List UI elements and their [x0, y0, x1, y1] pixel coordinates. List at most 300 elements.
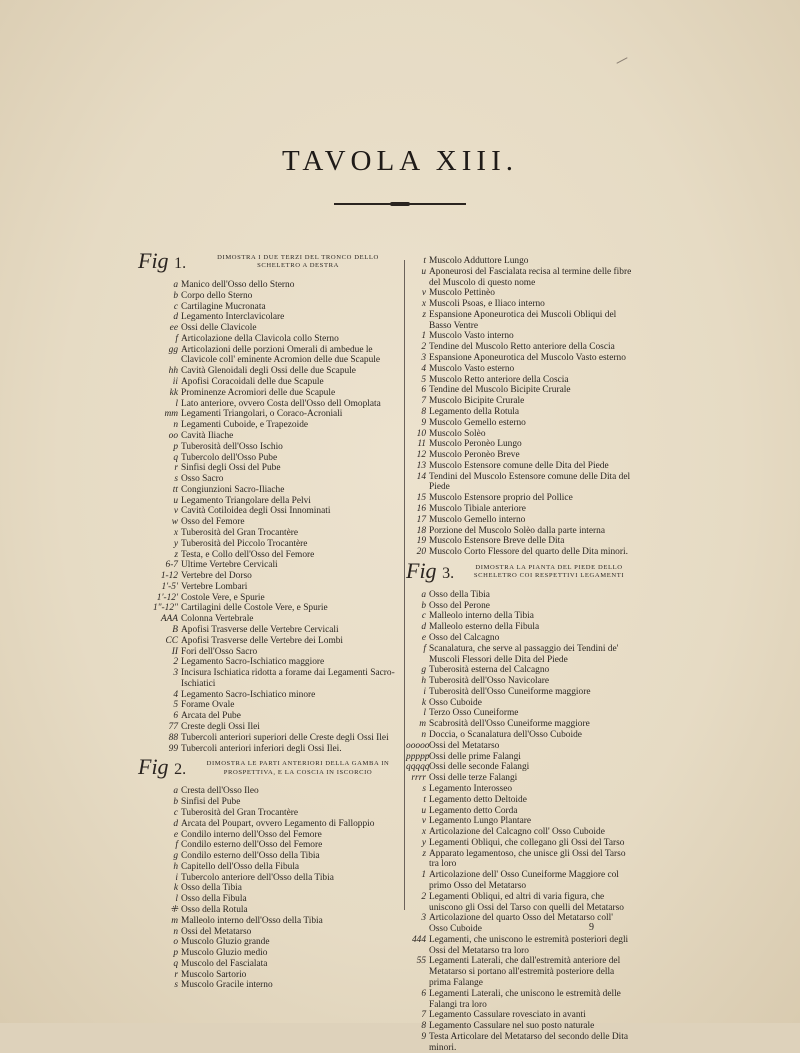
legend-entry — [406, 256, 634, 267]
legend-entry — [406, 838, 634, 849]
legend-key: k — [421, 697, 426, 708]
legend-text: Creste degli Ossi Ilei — [181, 722, 260, 733]
legend-key: m — [419, 719, 426, 730]
legend-entry — [138, 808, 400, 819]
legend-entry — [406, 989, 634, 1011]
legend-text: Scabrosità dell'Osso Cuneiforme maggiore — [429, 719, 590, 730]
legend-entry — [406, 493, 634, 504]
legend-key: g — [421, 665, 426, 676]
legend-text: Tendine del Muscolo Retto anteriore della Coscia — [429, 342, 615, 353]
legend-text: Muscolo Gemello esterno — [429, 417, 526, 428]
legend-text: Malleolo esterno della Fibula — [429, 622, 540, 633]
legend-text: Condilo interno dell'Osso del Femore — [181, 829, 322, 840]
legend-key: i — [175, 872, 178, 883]
legend-text: Espansione Aponeurotica del Muscolo Vasto esterno — [429, 353, 626, 364]
legend-key: z — [174, 549, 178, 560]
legend-entry — [406, 590, 634, 601]
legend-entry — [406, 795, 634, 806]
legend-key: 6 — [421, 385, 426, 396]
legend-entry — [138, 399, 400, 410]
legend-entry — [406, 784, 634, 795]
legend-entry — [138, 851, 400, 862]
legend-key: 5 — [421, 374, 426, 385]
legend-entry — [406, 342, 634, 353]
legend-text: Muscoli Psoas, e Iliaco interno — [429, 299, 545, 310]
legend-entry — [138, 819, 400, 830]
legend-text: Legamenti, che uniscono le estremità posteriori degli Ossi del Metatarso tra loro — [429, 934, 629, 956]
legend-entry — [406, 364, 634, 375]
legend-entry — [406, 870, 634, 892]
legend-text: Colonna Vertebrale — [181, 614, 254, 625]
legend-text: Apofisi Coracoidali delle due Scapule — [181, 377, 324, 388]
legend-text: Testa, e Collo dell'Osso del Femore — [181, 549, 315, 560]
legend-entry — [138, 970, 400, 981]
legend-key: 10 — [416, 428, 426, 439]
legend-key: d — [173, 312, 178, 323]
legend-key: 1 — [421, 870, 426, 881]
legend-key: u — [421, 266, 426, 277]
legend-text: Osso del Femore — [181, 517, 245, 528]
legend-text: Legamenti Cuboide, e Trapezoide — [181, 420, 309, 431]
legend-entry — [406, 913, 634, 935]
legend-key: a — [173, 786, 178, 797]
legend-text: Muscolo Estensore proprio del Pollice — [429, 493, 573, 504]
legend-key: k — [173, 883, 178, 894]
legend-text: Prominenze Acromiori delle due Scapule — [181, 387, 336, 398]
legend-text: Legamento Cassulare nel suo posto naturale — [429, 1021, 595, 1032]
legend-entry — [406, 752, 634, 763]
legend-key: CC — [165, 635, 178, 646]
legend-text: Muscolo Pettinèo — [429, 288, 495, 299]
legend-entry — [406, 827, 634, 838]
legend-key: i — [423, 686, 426, 697]
legend-entry — [138, 690, 400, 701]
legend-entry — [138, 496, 400, 507]
legend-entry — [138, 474, 400, 485]
legend-text: Terzo Osso Cuneiforme — [429, 708, 519, 719]
legend-entry — [138, 873, 400, 884]
legend-key: t — [423, 256, 426, 266]
legend-key: c — [421, 611, 426, 622]
legend-entry — [138, 711, 400, 722]
legend-key: ooooo — [406, 740, 430, 751]
legend-entry — [138, 571, 400, 582]
legend-key: p — [173, 948, 178, 959]
legend-text: Ossi delle Clavicole — [181, 323, 257, 334]
legend-entry — [406, 849, 634, 871]
legend-entry — [138, 916, 400, 927]
legend-entry — [138, 905, 400, 916]
page-number: 9 — [589, 922, 594, 933]
legend-entry — [406, 547, 634, 558]
legend-entry — [406, 601, 634, 612]
legend-text: Legamenti Obliqui, che collegano gli Ossi del Tarso — [429, 837, 625, 848]
legend-entry — [138, 280, 400, 291]
legend-entry — [138, 668, 400, 690]
legend-text: Muscolo Sartorio — [181, 969, 247, 980]
legend-entry — [406, 450, 634, 461]
legend-text: Muscolo Corto Flessore del quarto delle Dita minori. — [429, 547, 628, 558]
legend-entry — [138, 959, 400, 970]
legend-key: 6 — [421, 988, 426, 999]
legend-entry — [406, 816, 634, 827]
legend-entry — [138, 840, 400, 851]
legend-key: m — [171, 915, 178, 926]
legend-key: n — [173, 926, 178, 937]
legend-text: Osso Cuboide — [429, 697, 482, 708]
legend-text: Articolazione del Calcagno coll' Osso Cuboide — [429, 827, 605, 838]
legend-text: Apofisi Trasverse delle Vertebre Cervicali — [181, 625, 339, 635]
legend-entry — [138, 980, 400, 991]
legend-text: Vertebre Lombari — [181, 581, 248, 592]
legend-entry — [406, 461, 634, 472]
legend-text: Muscolo Peronèo Lungo — [429, 439, 522, 450]
legend-key: II — [171, 646, 178, 657]
legend-key: o — [173, 937, 178, 948]
legend-key: v — [421, 816, 426, 827]
legend-key: 15 — [416, 493, 426, 504]
legend-key: 1'-5' — [161, 581, 178, 592]
legend-entry — [406, 267, 634, 289]
legend-key: qqqqq — [406, 762, 430, 773]
figure-1-heading — [138, 250, 400, 275]
legend-text: Corpo dello Sterno — [181, 290, 253, 301]
legend-entry — [138, 862, 400, 873]
legend-key: l — [175, 894, 178, 905]
legend-text: Manico dell'Osso dello Sterno — [181, 280, 295, 290]
legend-text: Muscolo Vasto esterno — [429, 363, 515, 374]
legend-key: x — [173, 527, 178, 538]
legend-key: 9 — [421, 417, 426, 428]
legend-entry — [406, 526, 634, 537]
legend-entry — [138, 603, 400, 614]
legend-entry — [138, 927, 400, 938]
left-column — [138, 248, 400, 991]
legend-text: Osso della Tibia — [181, 883, 242, 894]
legend-key: 55 — [416, 956, 426, 967]
legend-key: x — [421, 827, 426, 838]
legend-text: Scanalatura, che serve al passaggio dei Tendini de' Muscoli Flessori delle Dita del Piede — [429, 643, 619, 665]
legend-text: Cavità Iliache — [181, 430, 234, 441]
legend-text: Articolazione dell' Osso Cuneiforme Maggiore col primo Osso del Metatarso — [429, 870, 619, 891]
legend-key: q — [173, 452, 178, 463]
legend-text: Legamento detto Corda — [429, 805, 518, 816]
legend-key: 444 — [411, 934, 426, 945]
legend-entry — [406, 1032, 634, 1053]
figure-3-caption: DIMOSTRA LA PIANTA DEL PIEDE DELLO SCHELETRO COI RESPETTIVI LEGAMENTI — [473, 563, 625, 580]
legend-entry — [138, 894, 400, 905]
legend-key: hh — [168, 366, 178, 377]
legend-text: Apparato legamentoso, che unisce gli Ossi del Tarso tra loro — [429, 848, 626, 870]
legend-key: s — [422, 783, 426, 794]
legend-key: f — [175, 840, 178, 851]
legend-key: n — [173, 420, 178, 431]
legend-key: b — [173, 797, 178, 808]
legend-entry — [138, 636, 400, 647]
legend-entry — [138, 506, 400, 517]
legend-key: r — [174, 969, 178, 980]
legend-entry — [406, 730, 634, 741]
legend-entry — [406, 407, 634, 418]
legend-text: Porzione del Muscolo Solèo dalla parte interna — [429, 525, 605, 536]
legend-entry — [406, 892, 634, 914]
legend-text: Arcata del Pube — [181, 711, 241, 722]
legend-entry — [406, 515, 634, 526]
legend-text: Tubercolo dell'Osso Pube — [181, 452, 278, 463]
legend-text: Cavità Cotiloidea degli Ossi Innominati — [181, 506, 331, 517]
legend-text: Malleolo interno dell'Osso della Tibia — [181, 915, 323, 926]
legend-entry — [406, 773, 634, 784]
legend-key: B — [172, 625, 178, 635]
legend-key: 17 — [416, 514, 426, 525]
legend-entry — [138, 722, 400, 733]
legend-text: Legamenti Triangolari, o Coraco-Acroniali — [181, 409, 343, 420]
legend-key: f — [175, 333, 178, 344]
legend-text: Tuberosità del Gran Trocantère — [181, 527, 299, 538]
legend-text: Legamento Sacro-Ischiatico minore — [181, 689, 316, 700]
legend-text: Doccia, o Scanalatura dell'Osso Cuboide — [429, 730, 582, 741]
legend-text: Sinfisi degli Ossi del Pube — [181, 463, 281, 474]
legend-text: Muscolo Adduttore Lungo — [429, 256, 529, 266]
legend-entry — [138, 657, 400, 668]
legend-text: Legamento Cassulare rovesciato in avanti — [429, 1010, 586, 1021]
legend-entry — [406, 429, 634, 440]
legend-entry — [138, 937, 400, 948]
legend-entry — [138, 312, 400, 323]
legend-text: Legamenti Laterali, che dall'estremità anteriore del Metatarso si portano all'estremità posteriore della prima Falange — [429, 956, 621, 988]
legend-entry — [406, 418, 634, 429]
legend-text: Sinfisi del Pube — [181, 797, 241, 808]
legend-entry — [138, 539, 400, 550]
legend-text: Osso Sacro — [181, 474, 224, 485]
legend-key: d — [421, 622, 426, 633]
legend-text: Osso della Tibia — [429, 589, 490, 600]
legend-entry — [138, 409, 400, 420]
legend-entry — [406, 741, 634, 752]
figure-2-label: Fig 2. — [138, 754, 187, 780]
legend-key: 13 — [416, 460, 426, 471]
legend-key: AAA — [160, 614, 178, 625]
legend-text: Aponeurosi del Fascialata recisa al termine delle fibre del Muscolo di questo nome — [429, 266, 632, 288]
legend-entry — [138, 700, 400, 711]
legend-entry — [406, 676, 634, 687]
figure-2-heading — [138, 756, 400, 781]
legend-entry — [138, 647, 400, 658]
legend-key: 88 — [168, 732, 178, 743]
legend-key: w — [171, 517, 178, 528]
legend-text: Congiunzioni Sacro-Iliache — [181, 484, 285, 495]
legend-key: l — [175, 398, 178, 409]
legend-entry — [406, 1010, 634, 1021]
legend-key: 4 — [421, 363, 426, 374]
legend-entry — [406, 762, 634, 773]
legend-key: s — [174, 474, 178, 485]
legend-entry — [406, 956, 634, 988]
legend-text: Legamenti Obliqui, ed altri di varia figura, che uniscono gli Ossi del Tarso con quelli del Metatarso — [429, 891, 624, 913]
legend-text: Muscolo Vasto interno — [429, 331, 514, 342]
legend-text: Ossi delle seconde Falangi — [429, 762, 530, 773]
legend-key: t — [423, 794, 426, 805]
legend-text: Tuberosità dell'Osso Navicolare — [429, 676, 550, 687]
legend-key: f — [423, 643, 426, 654]
legend-entry — [138, 786, 400, 797]
legend-key: kk — [169, 387, 178, 398]
legend-key: oo — [168, 430, 178, 441]
legend-entry — [138, 797, 400, 808]
legend-entry — [406, 310, 634, 332]
legend-text: Tendine del Muscolo Bicipite Crurale — [429, 385, 571, 396]
legend-text: Ossi delle prime Falangi — [429, 751, 521, 762]
legend-entry — [406, 633, 634, 644]
legend-key: e — [421, 633, 426, 643]
legend-text: Muscolo Bicipite Crurale — [429, 396, 525, 407]
figure-3-legend — [406, 590, 634, 1053]
legend-entry — [138, 431, 400, 442]
legend-entry — [138, 733, 400, 744]
legend-text: Testa Articolare del Metatarso del secondo delle Dita minori. — [429, 1031, 629, 1053]
legend-entry — [406, 644, 634, 666]
legend-text: Apofisi Trasverse delle Vertebre dei Lombi — [181, 635, 344, 646]
legend-entry — [406, 698, 634, 709]
legend-entry — [138, 291, 400, 302]
legend-text: Muscolo Peronèo Breve — [429, 450, 520, 461]
legend-entry — [138, 582, 400, 593]
legend-text: Espansione Aponeurotica dei Muscoli Obliqui del Basso Ventre — [429, 309, 617, 331]
legend-key: gg — [168, 344, 178, 355]
legend-text: Muscolo Solèo — [429, 428, 486, 439]
legend-entry — [406, 708, 634, 719]
legend-key: 5 — [173, 700, 178, 711]
legend-entry — [406, 935, 634, 957]
legend-text: Osso del Calcagno — [429, 633, 500, 643]
legend-key: r — [174, 463, 178, 474]
legend-text: Osso del Perone — [429, 600, 490, 611]
legend-key: ppppp — [406, 751, 430, 762]
legend-entry — [406, 536, 634, 547]
legend-key: 2 — [421, 891, 426, 902]
legend-key: c — [173, 301, 178, 312]
legend-key: 8 — [421, 1021, 426, 1032]
legend-key: 7 — [421, 1010, 426, 1021]
legend-text: Vertebre del Dorso — [181, 571, 252, 582]
legend-key: v — [173, 506, 178, 517]
legend-key: l — [423, 708, 426, 719]
legend-text: Muscolo Gluzio medio — [181, 948, 268, 959]
legend-entry — [138, 334, 400, 345]
legend-key: x — [421, 299, 426, 310]
legend-text: Costole Vere, e Spurie — [181, 592, 265, 603]
legend-entry — [138, 442, 400, 453]
figure-2-legend — [138, 786, 400, 991]
legend-entry — [138, 625, 400, 636]
legend-text: Fori dell'Osso Sacro — [181, 646, 258, 657]
figure-1-legend — [138, 280, 400, 754]
legend-text: Articolazione della Clavicola collo Sterno — [181, 333, 339, 344]
legend-text: Muscolo del Fascialata — [181, 958, 268, 969]
ink-mark — [616, 57, 627, 64]
legend-key: 3 — [173, 668, 178, 679]
legend-entry — [138, 830, 400, 841]
legend-key: 11 — [417, 439, 426, 450]
legend-key: q — [173, 958, 178, 969]
legend-entry — [406, 396, 634, 407]
legend-text: Tubercoli anteriori inferiori degli Ossi Ilei. — [181, 743, 342, 754]
figure-1-label: Fig 1. — [138, 248, 187, 273]
legend-text: Osso della Fibula — [181, 894, 247, 905]
legend-text: Tendini del Muscolo Estensore comune delle Dita del Piede — [429, 471, 631, 493]
legend-text: Malleolo interno della Tibia — [429, 611, 534, 622]
legend-entry — [138, 517, 400, 528]
legend-entry — [406, 385, 634, 396]
legend-text: Ossi delle terze Falangi — [429, 773, 518, 784]
legend-key: 20 — [416, 547, 426, 558]
legend-entry — [406, 622, 634, 633]
legend-entry — [138, 593, 400, 604]
title-rule — [334, 203, 466, 205]
legend-text: Incisura Ischiatica ridotta a forame dai Legamenti Sacro-Ischiatici — [181, 668, 395, 689]
legend-entry — [138, 453, 400, 464]
legend-text: Tubercoli anteriori superiori delle Creste degli Ossi Ilei — [181, 732, 389, 743]
legend-key: ee — [169, 323, 178, 334]
legend-key: ii — [172, 377, 178, 388]
legend-text: Legamento Interclavicolare — [181, 312, 285, 323]
legend-key: 16 — [416, 503, 426, 514]
legend-key: y — [173, 538, 178, 549]
legend-text: Tuberosità dell'Osso Cuneiforme maggiore — [429, 686, 591, 697]
legend-key: g — [173, 851, 178, 862]
legend-entry — [406, 472, 634, 494]
legend-text: Muscolo Gluzio grande — [181, 937, 270, 948]
legend-entry — [138, 377, 400, 388]
legend-key: 6 — [173, 711, 178, 722]
legend-key: s — [174, 980, 178, 991]
legend-text: Muscolo Estensore comune delle Dita del Piede — [429, 460, 609, 471]
legend-text: Cartilagini delle Costole Vere, e Spurie — [181, 603, 328, 614]
legend-text: Legamento della Rotula — [429, 406, 520, 417]
legend-key: b — [173, 290, 178, 301]
legend-key: z — [422, 848, 426, 859]
legend-key: v — [421, 288, 426, 299]
legend-text: Legamento detto Deltoide — [429, 794, 527, 805]
legend-key: a — [421, 589, 426, 600]
legend-text: Tuberosità del Gran Trocantère — [181, 807, 299, 818]
legend-key: 4 — [173, 689, 178, 700]
legend-entry — [138, 463, 400, 474]
legend-entry — [138, 948, 400, 959]
legend-entry — [138, 744, 400, 755]
legend-text: Cresta dell'Osso Ileo — [181, 786, 259, 797]
legend-text: Muscolo Tibiale anteriore — [429, 503, 526, 514]
plate-title: TAVOLA XIII. — [282, 145, 518, 177]
right-column — [406, 256, 634, 1053]
legend-text: Cavità Glenoidali degli Ossi delle due Scapule — [181, 366, 356, 377]
figure-2-caption: DIMOSTRA LE PARTI ANTERIORI DELLA GAMBA IN PROSPETTIVA, E LA COSCIA IN ISCORCIO — [206, 760, 390, 776]
legend-text: Legamento Lungo Plantare — [429, 816, 532, 827]
legend-text: Lato anteriore, ovvero Costa dell'Osso dell Omoplata — [181, 398, 381, 409]
legend-key: rrrr — [411, 773, 426, 784]
legend-entry — [138, 323, 400, 334]
legend-key: 77 — [168, 722, 178, 733]
legend-entry — [138, 366, 400, 377]
figure-3-label: Fig 3. — [406, 557, 455, 583]
legend-key: h — [173, 861, 178, 872]
legend-text: Tubercolo anteriore dell'Osso della Tibia — [181, 872, 334, 883]
legend-entry — [406, 687, 634, 698]
legend-key: 1"-12" — [152, 603, 178, 614]
legend-entry — [406, 665, 634, 676]
legend-entry — [406, 439, 634, 450]
legend-key: 3 — [421, 913, 426, 924]
